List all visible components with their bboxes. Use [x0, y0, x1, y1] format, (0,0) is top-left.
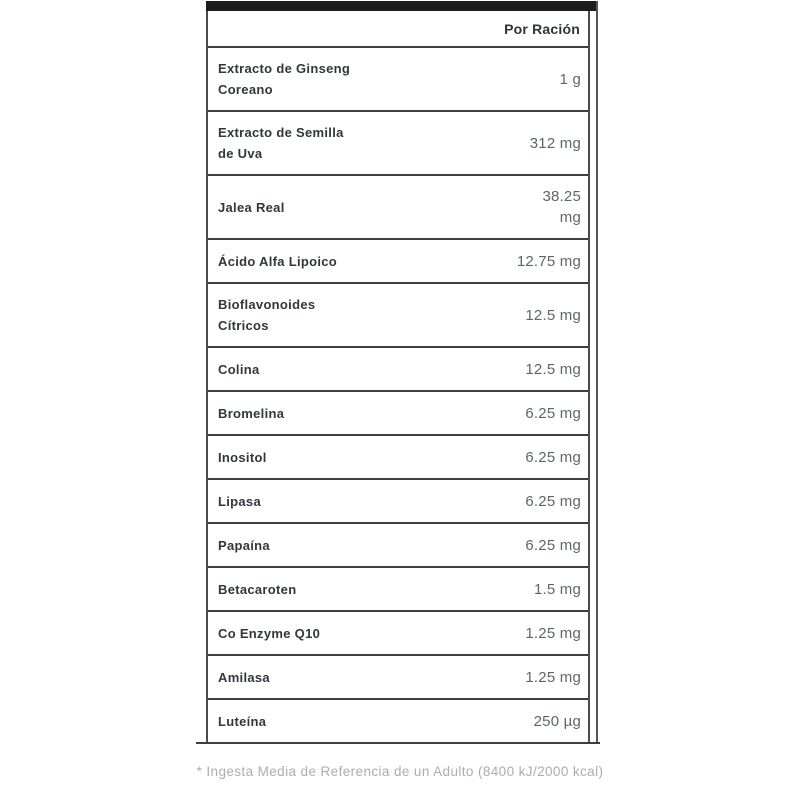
- table-row: [208, 478, 588, 522]
- ingredient-amount: 250 µg: [533, 712, 581, 730]
- ingredient-name: Jalea Real: [218, 199, 285, 215]
- ingredient-amount: 38.25 mg: [542, 188, 581, 226]
- ingredient-amount: 6.25 mg: [525, 492, 581, 510]
- ingredient-name: Lipasa: [218, 493, 261, 509]
- ingredient-name: Amilasa: [218, 669, 270, 685]
- ingredient-name: Inositol: [218, 449, 267, 465]
- table-row: [208, 46, 588, 110]
- ingredient-amount: 1.25 mg: [525, 624, 581, 642]
- ingredient-amount: 12.5 mg: [525, 360, 581, 378]
- ingredients-table: [206, 11, 590, 742]
- table-row: [208, 282, 588, 346]
- ingredient-name: Bioflavonoides Cítricos: [218, 297, 316, 333]
- reference-intake-footnote: * Ingesta Media de Referencia de un Adulto (8400 kJ/2000 kcal): [196, 764, 604, 779]
- table-row: [208, 434, 588, 478]
- ingredient-rows: [208, 46, 588, 742]
- ingredient-amount: 1 g: [559, 70, 581, 88]
- table-row: [208, 698, 588, 742]
- table-row: [208, 390, 588, 434]
- table-row: [208, 346, 588, 390]
- ingredient-name: Co Enzyme Q10: [218, 625, 321, 641]
- table-header-row: [208, 11, 588, 46]
- ingredient-amount: 6.25 mg: [525, 536, 581, 554]
- ingredient-name: Luteína: [218, 713, 267, 729]
- ingredient-amount: 1.5 mg: [533, 580, 581, 598]
- ingredient-name: Extracto de Ginseng Coreano: [218, 61, 351, 97]
- table-row: [208, 110, 588, 174]
- outer-right-line: [596, 1, 598, 742]
- table-row: [208, 174, 588, 238]
- ingredient-amount: 6.25 mg: [525, 404, 581, 422]
- ingredient-name: Ácido Alfa Lipoico: [218, 253, 338, 269]
- table-row: [208, 566, 588, 610]
- ingredient-amount: 12.75 mg: [516, 252, 581, 270]
- outer-bottom-line: [196, 742, 600, 744]
- table-row: [208, 654, 588, 698]
- ingredient-amount: 312 mg: [529, 134, 581, 152]
- table-row: [208, 522, 588, 566]
- ingredient-amount: 12.5 mg: [525, 306, 581, 324]
- ingredient-name: Betacaroten: [218, 581, 297, 597]
- per-serving-header: Por Ración: [504, 21, 580, 37]
- table-row: [208, 238, 588, 282]
- table-row: [208, 610, 588, 654]
- ingredient-name: Papaína: [218, 537, 270, 553]
- nutrition-facts-panel: [206, 1, 598, 742]
- ingredient-name: Extracto de Semilla de Uva: [218, 125, 344, 161]
- table-top-bar: [206, 1, 598, 11]
- ingredient-name: Bromelina: [218, 405, 285, 421]
- ingredient-amount: 1.25 mg: [525, 668, 581, 686]
- ingredient-name: Colina: [218, 361, 260, 377]
- ingredient-amount: 6.25 mg: [525, 448, 581, 466]
